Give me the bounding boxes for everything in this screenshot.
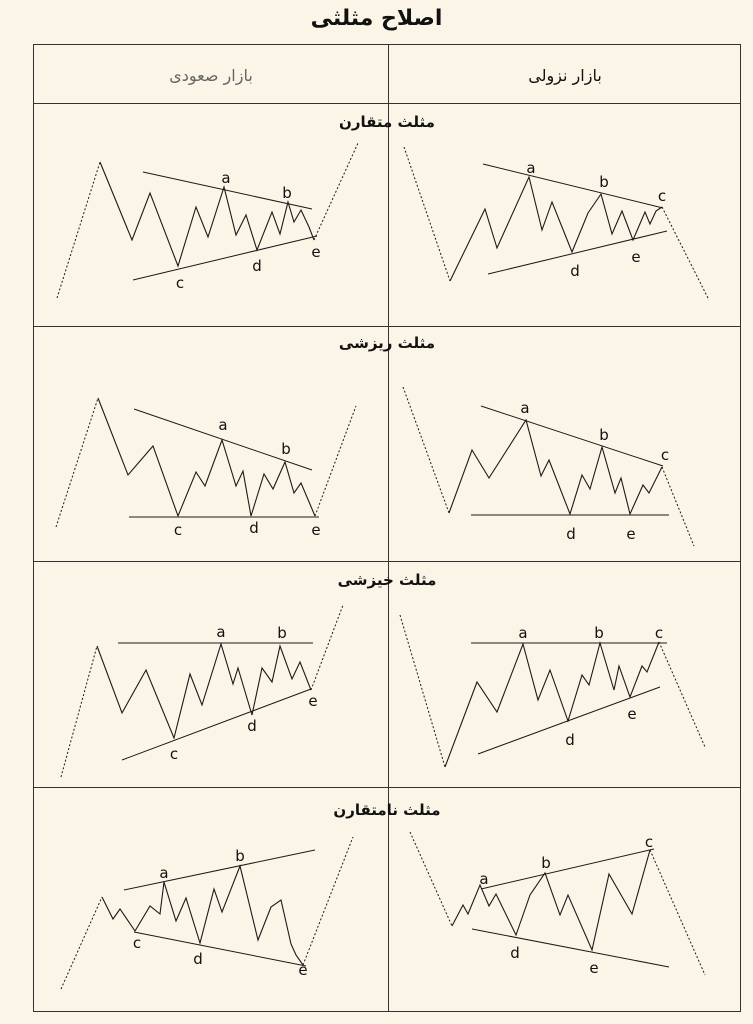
wave-label-b: b [599,426,609,444]
prior-trend-dotted [61,646,97,777]
wave-label-a: a [159,864,169,882]
header-bull-market: بازار صعودی [169,66,253,85]
wave-label-d: d [565,731,575,749]
breakout-dotted [314,143,358,240]
header-bear-market: بازار نزولی [528,66,602,85]
prior-trend-dotted [403,387,449,513]
breakout-dotted [662,467,694,546]
wave-label-d: d [566,525,576,543]
lower-trendline [122,689,311,760]
wave-label-b: b [281,440,291,458]
wave-label-d: d [252,257,262,275]
wave-label-c: c [644,833,654,851]
wave-path [449,420,662,514]
wave-label-a: a [526,159,536,177]
wave-label-c: c [169,745,179,763]
wave-label-c: c [657,187,667,205]
wave-label-d: d [510,944,520,962]
descending-triangle-bull [56,398,356,539]
section-title-descending: مثلث ریزشی [338,334,436,352]
upper-trendline [124,850,315,890]
wave-path [97,644,311,738]
symmetrical-triangle-bull [57,143,358,298]
wave-label-a: a [518,624,528,642]
symmetrical-triangle-bear [404,147,709,300]
wave-label-d: d [570,262,580,280]
wave-label-d: d [193,950,203,968]
wave-label-c: c [654,624,664,642]
upper-trendline [483,164,663,208]
breakout-dotted [311,605,343,690]
wave-label-e: e [626,525,636,543]
ascending-triangle-bull [61,605,343,777]
expanding-triangle-bull [61,837,353,989]
wave-label-b: b [541,854,551,872]
wave-label-a: a [216,623,226,641]
wave-label-b: b [594,624,604,642]
wave-label-d: d [247,717,257,735]
breakout-dotted [659,642,705,747]
prior-trend-dotted [61,897,102,989]
page-title: اصلاح مثلثی [310,6,443,31]
wave-label-a: a [479,870,489,888]
wave-label-e: e [311,521,321,539]
upper-trendline [481,849,654,889]
wave-label-e: e [311,243,321,261]
prior-trend-dotted [400,615,445,767]
section-title-ascending: مثلث خیزشی [337,571,437,589]
wave-label-c: c [660,446,670,464]
lower-trendline [472,929,669,967]
wave-label-d: d [249,519,259,537]
breakout-dotted [303,837,353,965]
prior-trend-dotted [57,162,100,298]
wave-label-e: e [308,692,318,710]
wave-label-a: a [520,399,530,417]
prior-trend-dotted [410,832,452,926]
wave-label-e: e [631,248,641,266]
breakout-dotted [650,850,705,975]
wave-label-b: b [277,624,287,642]
wave-label-e: e [589,959,599,977]
lower-trendline [133,236,317,280]
breakout-dotted [315,406,356,516]
wave-label-e: e [627,705,637,723]
wave-label-c: c [173,521,183,539]
prior-trend-dotted [56,398,98,527]
lower-trendline [134,932,306,966]
wave-label-e: e [298,961,308,979]
section-title-symmetrical: مثلث متقارن [339,113,435,131]
ascending-triangle-bear [400,615,705,767]
section-title-expanding: مثلث نامتقارن [333,801,441,819]
wave-label-a: a [221,169,231,187]
wave-label-b: b [282,184,292,202]
descending-triangle-bear [403,387,694,546]
wave-label-c: c [132,934,142,952]
upper-trendline [481,406,663,466]
wave-label-a: a [218,416,228,434]
prior-trend-dotted [404,147,450,281]
wave-path [450,177,662,281]
wave-path [452,850,650,950]
wave-label-b: b [235,847,245,865]
breakout-dotted [662,207,709,300]
wave-label-c: c [175,274,185,292]
wave-path [100,162,314,266]
wave-label-b: b [599,173,609,191]
expanding-triangle-bear [410,832,705,977]
